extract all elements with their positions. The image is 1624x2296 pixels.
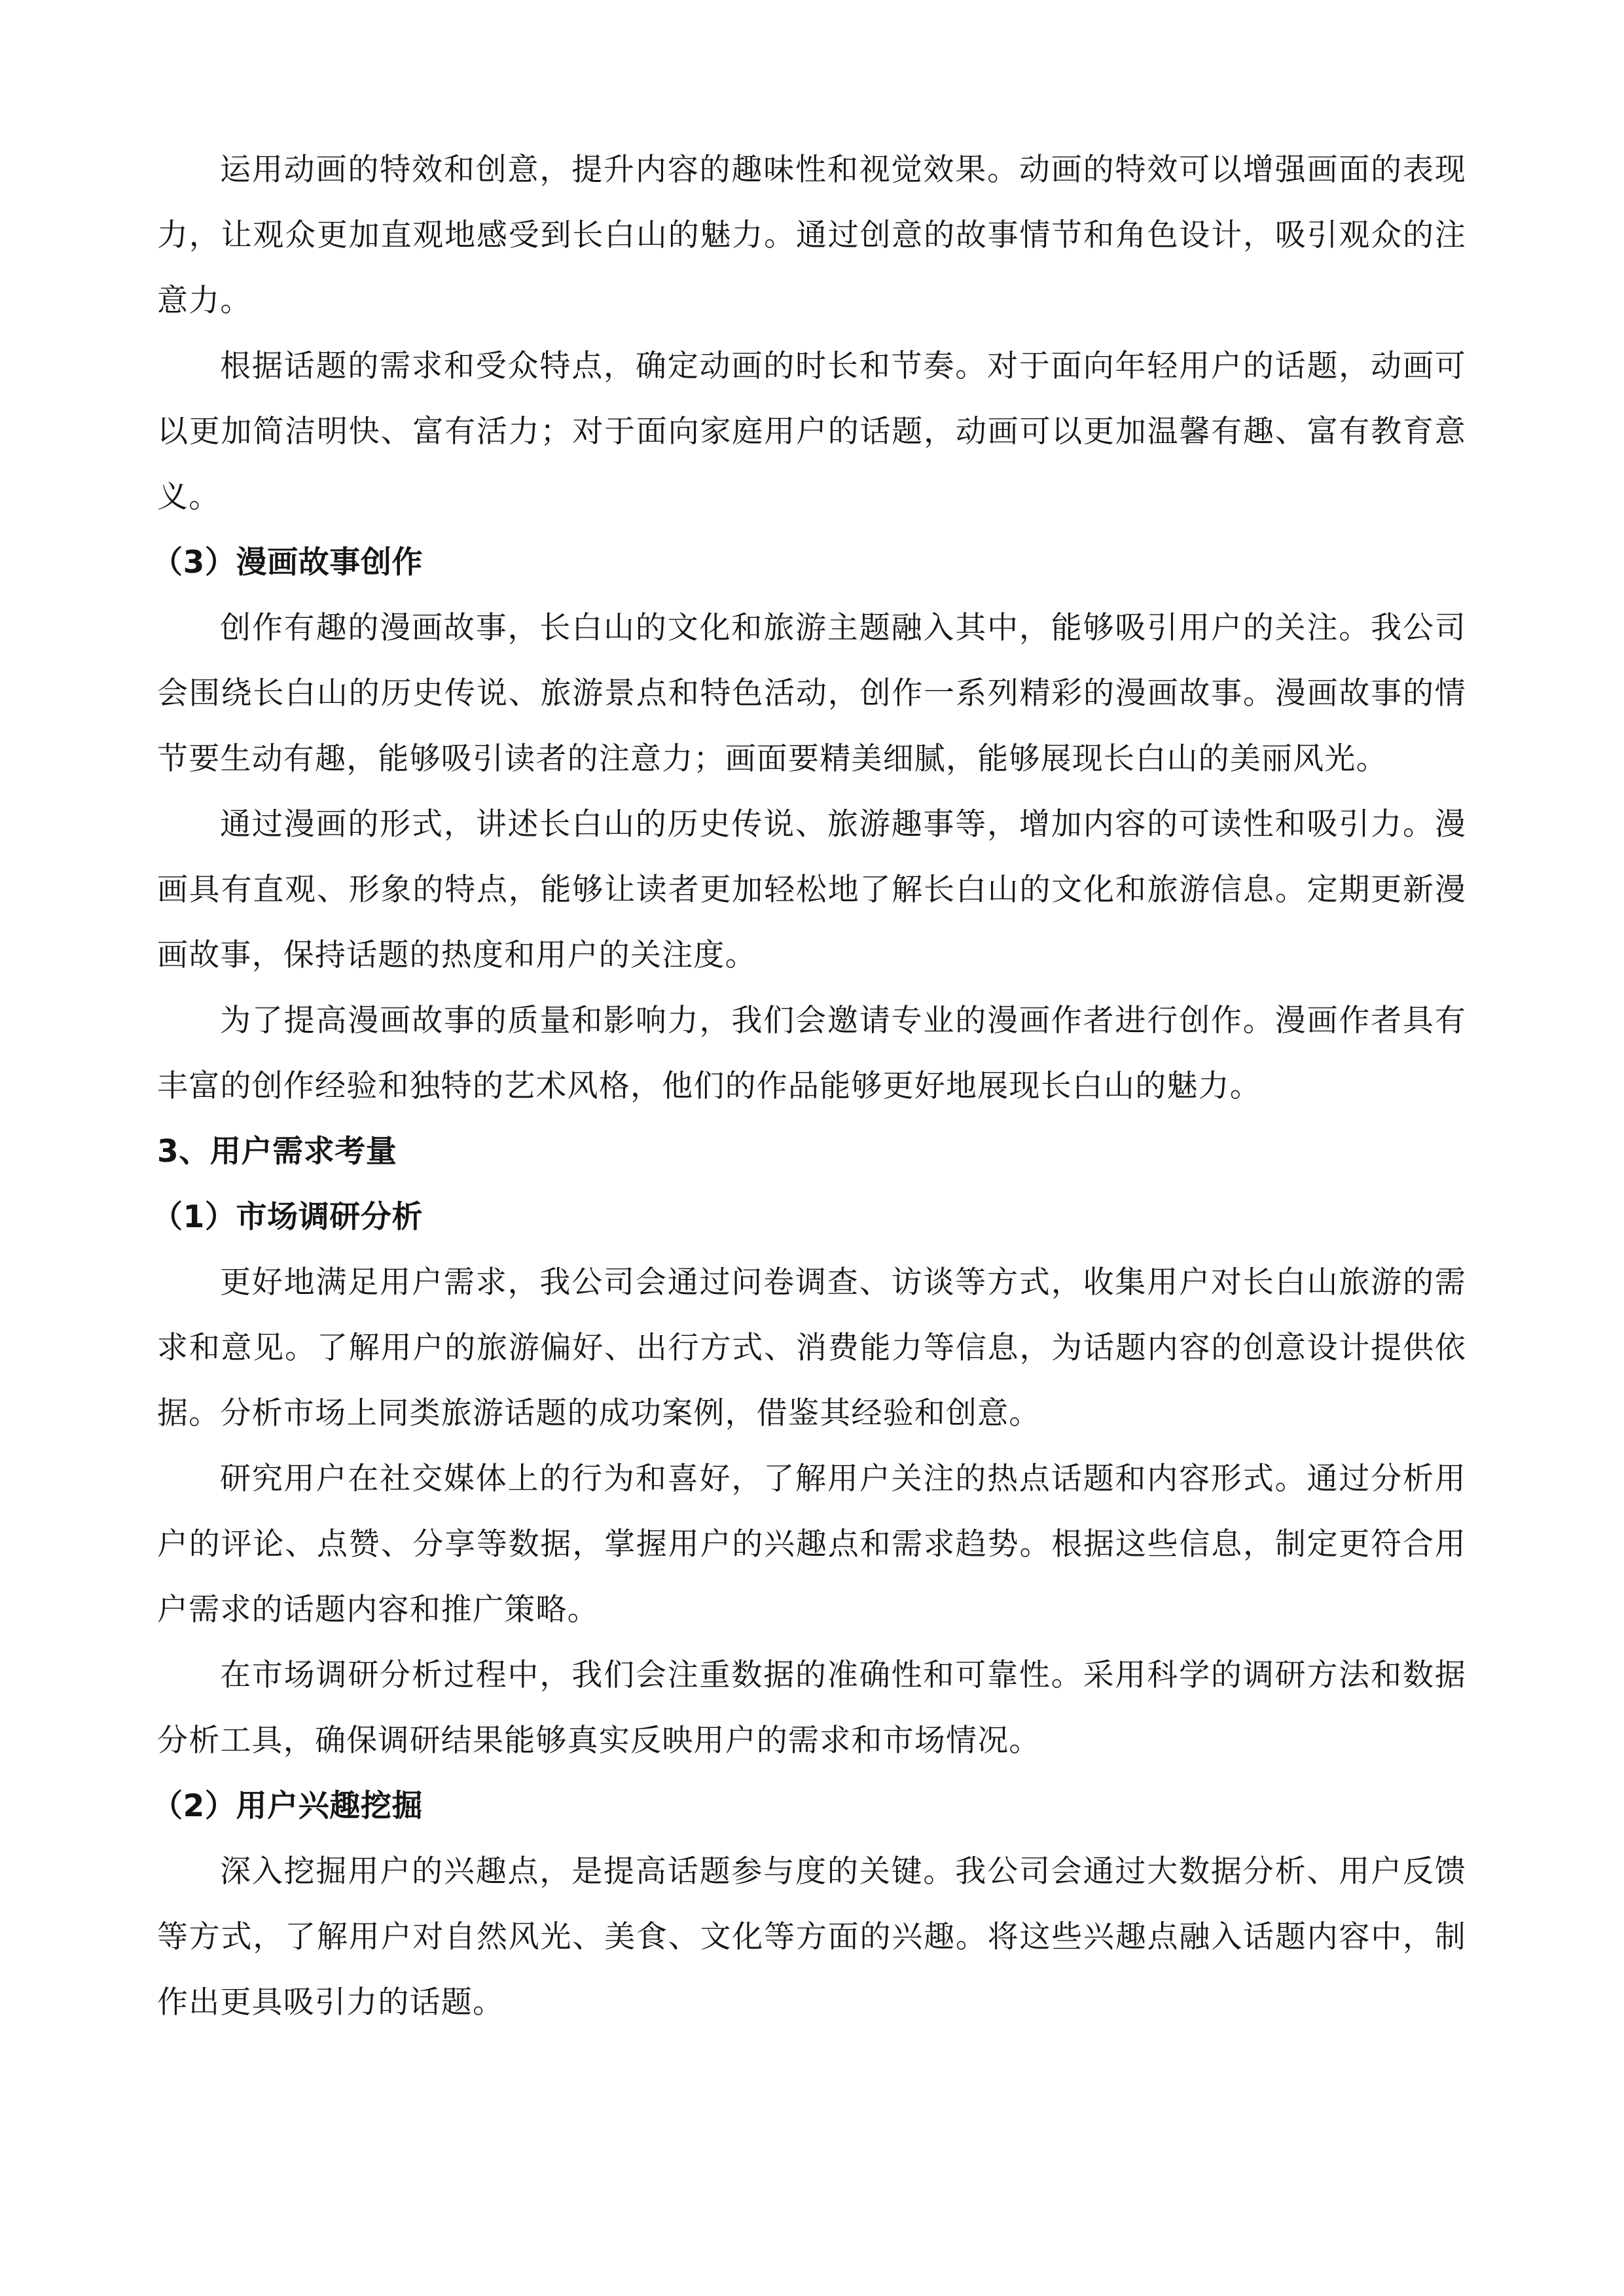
document-body [152,137,1466,2036]
heading-market-research: （1）市场调研分析 [152,1199,424,1235]
paragraph-comic-creation: 创作有趣的漫画故事，长白山的文化和旅游主题融入其中，能够吸引用户的关注。我公司会围绕长白山的历史传说、旅游景点和特色活动，创作一系列精彩的漫画故事。漫画故事的情节要生动有趣，能够吸引读者的注意力；画面要精美细腻，能够展现长白山的美丽风光。 [157,610,1466,777]
paragraph-interest-mining: 深入挖掘用户的兴趣点，是提高话题参与度的关键。我公司会通过大数据分析、用户反馈等方式，了解用户对自然风光、美食、文化等方面的兴趣。将这些兴趣点融入话题内容中，制作出更具吸引力的话题。 [157,1854,1466,2020]
paragraph-comic-quality: 为了提高漫画故事的质量和影响力，我们会邀请专业的漫画作者进行创作。漫画作者具有丰富的创作经验和独特的艺术风格，他们的作品能够更好地展现长白山的魅力。 [157,1003,1466,1104]
heading-comic-story-creation: （3）漫画故事创作 [152,545,424,581]
paragraph-comic-format: 通过漫画的形式，讲述长白山的历史传说、旅游趣事等，增加内容的可读性和吸引力。漫画具有直观、形象的特点，能够让读者更加轻松地了解长白山的文化和旅游信息。定期更新漫画故事，保持话题的热度和用户的关注度。 [157,806,1466,973]
heading-user-interest-mining: （2）用户兴趣挖掘 [152,1788,424,1824]
paragraph-social-media-study: 研究用户在社交媒体上的行为和喜好，了解用户关注的热点话题和内容形式。通过分析用户的评论、点赞、分享等数据，掌握用户的兴趣点和需求趋势。根据这些信息，制定更符合用户需求的话题内容和推广策略。 [157,1461,1466,1628]
heading-user-needs: 3、用户需求考量 [157,1134,397,1170]
paragraph-data-accuracy: 在市场调研分析过程中，我们会注重数据的准确性和可靠性。采用科学的调研方法和数据分析工具，确保调研结果能够真实反映用户的需求和市场情况。 [157,1657,1466,1759]
paragraph-animation-duration: 根据话题的需求和受众特点，确定动画的时长和节奏。对于面向年轻用户的话题，动画可以更加简洁明快、富有活力；对于面向家庭用户的话题，动画可以更加温馨有趣、富有教育意义。 [157,348,1466,515]
paragraph-market-survey: 更好地满足用户需求，我公司会通过问卷调查、访谈等方式，收集用户对长白山旅游的需求和意见。了解用户的旅游偏好、出行方式、消费能力等信息，为话题内容的创意设计提供依据。分析市场上同类旅游话题的成功案例，借鉴其经验和创意。 [157,1265,1466,1431]
paragraph-animation-effects: 运用动画的特效和创意，提升内容的趣味性和视觉效果。动画的特效可以增强画面的表现力，让观众更加直观地感受到长白山的魅力。通过创意的故事情节和角色设计，吸引观众的注意力。 [157,152,1466,319]
